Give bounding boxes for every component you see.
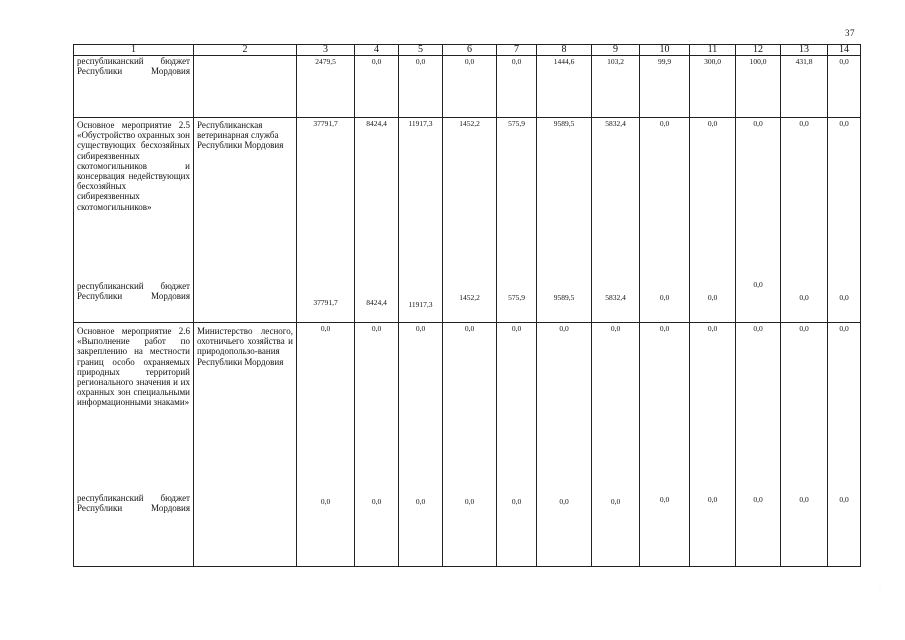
value-cell: 0,0 — [753, 280, 763, 289]
value-cell: 0,0 — [839, 57, 849, 66]
value-cell: 5832,4 — [605, 119, 626, 128]
value-cell: 0,0 — [559, 497, 569, 506]
column-header: 8 — [537, 45, 592, 56]
value-cell: 0,0 — [753, 495, 763, 504]
value-cell: 103,2 — [607, 57, 624, 66]
value-cell: 0,0 — [371, 57, 382, 66]
value-cell: 9589,5 — [553, 293, 575, 302]
value-cell: 0,0 — [799, 119, 809, 128]
value-cell: 9589,5 — [553, 119, 575, 128]
value-cell: 99,9 — [657, 57, 672, 66]
value-cell: 0,0 — [707, 293, 718, 302]
value-cell: 8424,4 — [366, 298, 387, 307]
value-cell: 0,0 — [320, 324, 331, 333]
executor: Министерство лесного, охотничьего хозяйства и природопользо-вания Республики Мордовия — [197, 326, 293, 367]
funding-source-cell — [74, 56, 194, 118]
column-header: 9 — [592, 45, 640, 56]
value-cell: 575,9 — [508, 119, 525, 128]
value-cell: 0,0 — [511, 324, 522, 333]
value-cell: 0,0 — [707, 324, 718, 333]
value-cell: 0,0 — [610, 497, 621, 506]
column-number-row — [74, 45, 861, 56]
funding-source: республиканский бюджет Республики Мордовия — [77, 281, 190, 302]
column-header: 1 — [74, 45, 194, 56]
activity-description: Основное мероприятие 2.5 «Обустройство охранных зон существующих бесхозяйных сибиреязвенных скотомогильников и консервация недействующих бесхозяйных сибиреязвенных скотомогильников» — [77, 120, 190, 212]
value-cell: 0,0 — [415, 497, 426, 506]
value-cell: 0,0 — [839, 324, 849, 333]
value-cell: 0,0 — [753, 324, 763, 333]
column-header: 4 — [355, 45, 399, 56]
value-cell: 0,0 — [799, 324, 809, 333]
activity-cell — [74, 323, 194, 567]
value-cell: 0,0 — [320, 497, 331, 506]
column-header: 6 — [443, 45, 497, 56]
value-cell: 0,0 — [659, 293, 670, 302]
value-cell: 0,0 — [511, 57, 522, 66]
value-cell: 0,0 — [839, 119, 849, 128]
value-cell: 11917,3 — [408, 300, 433, 309]
column-header: 11 — [690, 45, 736, 56]
value-cell: 431,8 — [795, 57, 813, 66]
scan-speck: · — [879, 587, 881, 593]
value-cell: 37791,7 — [313, 298, 338, 307]
column-header: 7 — [497, 45, 537, 56]
value-cell: 0,0 — [659, 324, 670, 333]
value-cell: 0,0 — [839, 293, 849, 302]
column-header: 14 — [828, 45, 861, 56]
value-cell: 37791,7 — [313, 119, 338, 128]
value-cell: 0,0 — [659, 119, 670, 128]
column-header: 10 — [640, 45, 690, 56]
value-cell: 0,0 — [707, 119, 718, 128]
value-cell: 0,0 — [610, 324, 621, 333]
value-cell: 575,9 — [508, 293, 525, 302]
executor-cell — [194, 323, 297, 567]
value-cell: 0,0 — [371, 324, 382, 333]
executor: Республиканская ветеринарная служба Республики Мордовия — [197, 120, 284, 151]
activity-description: Основное мероприятие 2.6 «Выполнение работ по закреплению на местности границ особо охраняемых природных территорий регионального значения и их охранных зон специальными информационными знаками» — [77, 326, 190, 408]
value-cell: 1452,2 — [459, 293, 480, 302]
value-cell: 0,0 — [799, 495, 809, 504]
executor-cell — [194, 118, 297, 323]
value-cell: 0,0 — [839, 495, 849, 504]
value-cell: 0,0 — [464, 497, 475, 506]
value-cell: 8424,4 — [366, 119, 387, 128]
value-cell: 11917,3 — [408, 119, 433, 128]
value-cell: 1452,2 — [459, 119, 480, 128]
value-cell: 0,0 — [753, 119, 763, 128]
column-header: 12 — [736, 45, 781, 56]
column-header: 3 — [297, 45, 355, 56]
value-cell: 0,0 — [464, 57, 475, 66]
page-number: 37 — [845, 28, 855, 38]
value-cell: 0,0 — [371, 497, 382, 506]
funding-source: республиканский бюджет Республики Мордовия — [77, 56, 190, 77]
value-cell: 0,0 — [511, 497, 522, 506]
column-header: 2 — [194, 45, 297, 56]
funding-source: республиканский бюджет Республики Мордовия — [77, 493, 190, 514]
value-cell: 0,0 — [415, 324, 426, 333]
table-row — [74, 56, 861, 118]
value-cell: 0,0 — [799, 293, 809, 302]
table-row — [74, 118, 861, 323]
value-cell: 1444,6 — [553, 57, 575, 66]
column-header: 13 — [781, 45, 828, 56]
budget-table — [73, 44, 861, 567]
value-cell: 5832,4 — [605, 293, 626, 302]
value-cell: 100,0 — [749, 57, 767, 66]
column-header: 5 — [399, 45, 443, 56]
value-cell: 300,0 — [704, 57, 721, 66]
value-cell: 0,0 — [559, 324, 569, 333]
value-cell: 0,0 — [659, 495, 670, 504]
value-cell: 0,0 — [707, 495, 718, 504]
executor-cell — [194, 56, 297, 118]
value-cell: 0,0 — [464, 324, 475, 333]
activity-cell — [74, 118, 194, 323]
table-row — [74, 323, 861, 567]
value-cell: 0,0 — [415, 57, 426, 66]
value-cell: 2479,5 — [315, 57, 336, 66]
